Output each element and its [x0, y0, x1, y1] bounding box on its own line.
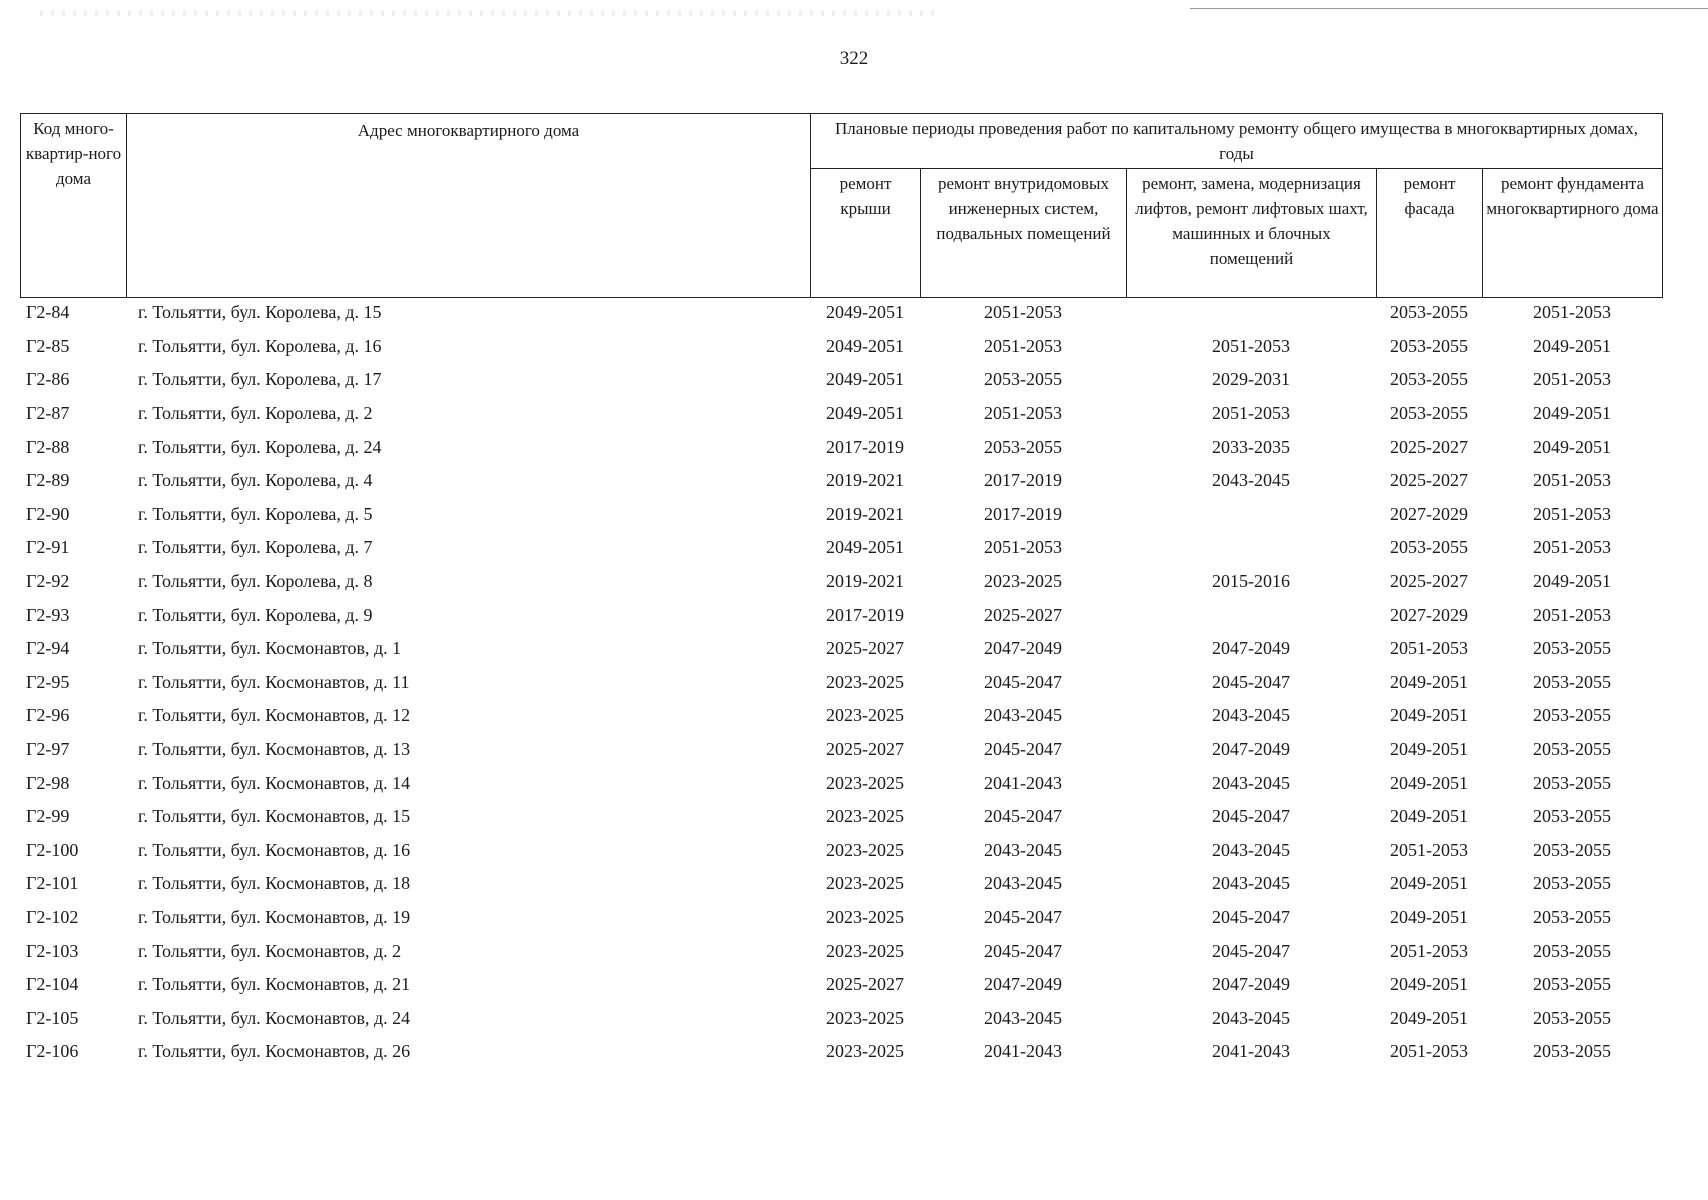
- table-row: [20, 666, 1662, 700]
- cell-code: Г2-103: [26, 940, 79, 961]
- cell-foundation: 2053-2055: [1533, 1041, 1611, 1062]
- cell-engineering: 2017-2019: [984, 470, 1062, 491]
- cell-facade: 2049-2051: [1390, 806, 1468, 827]
- scan-edge-line: [1190, 8, 1708, 9]
- table-row: [20, 867, 1662, 901]
- cell-code: Г2-84: [26, 302, 70, 323]
- cell-address: г. Тольятти, бул. Космонавтов, д. 16: [138, 839, 411, 860]
- cell-elevators: [1126, 498, 1376, 532]
- cell-roof: 2025-2027: [826, 638, 904, 659]
- header-engineering: ремонт внутридомовых инженерных систем, подвальных помещений: [921, 169, 1127, 298]
- cell-engineering: 2053-2055: [984, 369, 1062, 390]
- table-row: [20, 968, 1662, 1002]
- cell-code: Г2-86: [26, 369, 70, 390]
- cell-address: г. Тольятти, бул. Космонавтов, д. 13: [138, 739, 411, 760]
- cell-facade: 2051-2053: [1390, 839, 1468, 860]
- cell-address: г. Тольятти, бул. Королева, д. 7: [138, 537, 373, 558]
- cell-engineering: 2043-2045: [984, 705, 1062, 726]
- table-row: [20, 531, 1662, 565]
- cell-code: Г2-105: [26, 1007, 79, 1028]
- cell-engineering: 2047-2049: [984, 974, 1062, 995]
- cell-facade: 2049-2051: [1390, 705, 1468, 726]
- cell-elevators: 2033-2035: [1212, 436, 1290, 457]
- cell-foundation: 2051-2053: [1533, 503, 1611, 524]
- cell-address: г. Тольятти, бул. Королева, д. 17: [138, 369, 382, 390]
- cell-roof: 2017-2019: [826, 604, 904, 625]
- cell-address: г. Тольятти, бул. Космонавтов, д. 2: [138, 940, 402, 961]
- table-row: [20, 296, 1662, 330]
- cell-foundation: 2053-2055: [1533, 1007, 1611, 1028]
- table-row: [20, 901, 1662, 935]
- cell-facade: 2025-2027: [1390, 571, 1468, 592]
- cell-facade: 2049-2051: [1390, 671, 1468, 692]
- cell-engineering: 2041-2043: [984, 1041, 1062, 1062]
- cell-facade: 2049-2051: [1390, 906, 1468, 927]
- cell-facade: 2049-2051: [1390, 772, 1468, 793]
- header-elevators: ремонт, замена, модернизация лифтов, ремонт лифтовых шахт, машинных и блочных помещений: [1127, 169, 1377, 298]
- header-facade: ремонт фасада: [1377, 169, 1483, 298]
- cell-facade: 2049-2051: [1390, 739, 1468, 760]
- cell-elevators: 2015-2016: [1212, 571, 1290, 592]
- cell-elevators: 2029-2031: [1212, 369, 1290, 390]
- cell-engineering: 2023-2025: [984, 571, 1062, 592]
- cell-engineering: 2025-2027: [984, 604, 1062, 625]
- table-row: [20, 1035, 1662, 1069]
- cell-foundation: 2051-2053: [1533, 604, 1611, 625]
- cell-foundation: 2049-2051: [1533, 436, 1611, 457]
- cell-facade: 2053-2055: [1390, 335, 1468, 356]
- cell-foundation: 2053-2055: [1533, 906, 1611, 927]
- cell-roof: 2025-2027: [826, 739, 904, 760]
- cell-engineering: 2051-2053: [984, 335, 1062, 356]
- cell-address: г. Тольятти, бул. Космонавтов, д. 14: [138, 772, 411, 793]
- table-row: [20, 766, 1662, 800]
- cell-code: Г2-85: [26, 335, 70, 356]
- table-row: [20, 397, 1662, 431]
- scan-noise: [40, 10, 940, 16]
- header-periods-group: Плановые периоды проведения работ по капитальному ремонту общего имущества в многоквартирных домах, годы: [811, 114, 1663, 169]
- cell-foundation: 2053-2055: [1533, 806, 1611, 827]
- header-roof: ремонт крыши: [811, 169, 921, 298]
- cell-foundation: 2051-2053: [1533, 302, 1611, 323]
- cell-code: Г2-96: [26, 705, 70, 726]
- cell-code: Г2-100: [26, 839, 79, 860]
- cell-facade: 2051-2053: [1390, 638, 1468, 659]
- cell-code: Г2-102: [26, 906, 79, 927]
- cell-engineering: 2045-2047: [984, 671, 1062, 692]
- cell-roof: 2049-2051: [826, 335, 904, 356]
- cell-code: Г2-87: [26, 403, 70, 424]
- cell-address: г. Тольятти, бул. Космонавтов, д. 15: [138, 806, 411, 827]
- cell-roof: 2017-2019: [826, 436, 904, 457]
- cell-engineering: 2053-2055: [984, 436, 1062, 457]
- cell-facade: 2049-2051: [1390, 974, 1468, 995]
- cell-roof: 2023-2025: [826, 839, 904, 860]
- cell-elevators: 2043-2045: [1212, 873, 1290, 894]
- cell-elevators: 2047-2049: [1212, 974, 1290, 995]
- cell-facade: 2025-2027: [1390, 470, 1468, 491]
- cell-elevators: 2047-2049: [1212, 638, 1290, 659]
- cell-facade: 2053-2055: [1390, 302, 1468, 323]
- cell-code: Г2-89: [26, 470, 70, 491]
- cell-engineering: 2051-2053: [984, 403, 1062, 424]
- cell-elevators: [1126, 531, 1376, 565]
- table-row: [20, 464, 1662, 498]
- cell-engineering: 2045-2047: [984, 739, 1062, 760]
- cell-roof: 2023-2025: [826, 671, 904, 692]
- table-row: [20, 430, 1662, 464]
- table-row: [20, 498, 1662, 532]
- cell-foundation: 2051-2053: [1533, 470, 1611, 491]
- cell-code: Г2-104: [26, 974, 79, 995]
- cell-facade: 2053-2055: [1390, 403, 1468, 424]
- cell-engineering: 2017-2019: [984, 503, 1062, 524]
- cell-roof: 2049-2051: [826, 403, 904, 424]
- cell-elevators: 2045-2047: [1212, 906, 1290, 927]
- cell-foundation: 2053-2055: [1533, 873, 1611, 894]
- table-header: [20, 113, 1663, 298]
- cell-code: Г2-106: [26, 1041, 79, 1062]
- cell-elevators: 2045-2047: [1212, 940, 1290, 961]
- cell-engineering: 2043-2045: [984, 873, 1062, 894]
- cell-address: г. Тольятти, бул. Космонавтов, д. 1: [138, 638, 402, 659]
- table-row: [20, 800, 1662, 834]
- cell-roof: 2023-2025: [826, 873, 904, 894]
- cell-engineering: 2051-2053: [984, 537, 1062, 558]
- cell-elevators: 2043-2045: [1212, 839, 1290, 860]
- cell-roof: 2025-2027: [826, 974, 904, 995]
- table-row: [20, 699, 1662, 733]
- cell-roof: 2019-2021: [826, 503, 904, 524]
- cell-engineering: 2045-2047: [984, 806, 1062, 827]
- cell-roof: 2023-2025: [826, 806, 904, 827]
- cell-elevators: 2045-2047: [1212, 671, 1290, 692]
- cell-facade: 2053-2055: [1390, 369, 1468, 390]
- cell-foundation: 2053-2055: [1533, 772, 1611, 793]
- cell-address: г. Тольятти, бул. Королева, д. 24: [138, 436, 382, 457]
- cell-foundation: 2053-2055: [1533, 940, 1611, 961]
- cell-elevators: 2043-2045: [1212, 772, 1290, 793]
- cell-code: Г2-93: [26, 604, 70, 625]
- cell-facade: 2025-2027: [1390, 436, 1468, 457]
- cell-elevators: 2045-2047: [1212, 806, 1290, 827]
- cell-address: г. Тольятти, бул. Королева, д. 15: [138, 302, 382, 323]
- cell-engineering: 2041-2043: [984, 772, 1062, 793]
- cell-roof: 2023-2025: [826, 1041, 904, 1062]
- cell-address: г. Тольятти, бул. Космонавтов, д. 12: [138, 705, 411, 726]
- table-row: [20, 632, 1662, 666]
- cell-address: г. Тольятти, бул. Космонавтов, д. 11: [138, 671, 410, 692]
- cell-address: г. Тольятти, бул. Королева, д. 2: [138, 403, 373, 424]
- cell-foundation: 2053-2055: [1533, 638, 1611, 659]
- cell-engineering: 2051-2053: [984, 302, 1062, 323]
- cell-address: г. Тольятти, бул. Космонавтов, д. 24: [138, 1007, 411, 1028]
- cell-address: г. Тольятти, бул. Королева, д. 4: [138, 470, 373, 491]
- cell-facade: 2049-2051: [1390, 1007, 1468, 1028]
- cell-elevators: 2041-2043: [1212, 1041, 1290, 1062]
- cell-address: г. Тольятти, бул. Космонавтов, д. 26: [138, 1041, 411, 1062]
- cell-elevators: 2043-2045: [1212, 705, 1290, 726]
- table-row: [20, 1001, 1662, 1035]
- cell-address: г. Тольятти, бул. Королева, д. 16: [138, 335, 382, 356]
- cell-foundation: 2053-2055: [1533, 671, 1611, 692]
- table-row: [20, 363, 1662, 397]
- cell-facade: 2053-2055: [1390, 537, 1468, 558]
- cell-elevators: 2051-2053: [1212, 403, 1290, 424]
- cell-roof: 2019-2021: [826, 470, 904, 491]
- cell-address: г. Тольятти, бул. Космонавтов, д. 21: [138, 974, 411, 995]
- cell-foundation: 2049-2051: [1533, 403, 1611, 424]
- table-row: [20, 598, 1662, 632]
- cell-address: г. Тольятти, бул. Королева, д. 9: [138, 604, 373, 625]
- table-row: [20, 330, 1662, 364]
- cell-facade: 2027-2029: [1390, 503, 1468, 524]
- table-row: [20, 934, 1662, 968]
- table-row: [20, 834, 1662, 868]
- cell-roof: 2023-2025: [826, 1007, 904, 1028]
- header-code: Код много-квартир-ного дома: [21, 114, 127, 298]
- cell-roof: 2023-2025: [826, 705, 904, 726]
- cell-elevators: 2047-2049: [1212, 739, 1290, 760]
- cell-engineering: 2043-2045: [984, 1007, 1062, 1028]
- cell-elevators: [1126, 296, 1376, 330]
- cell-address: г. Тольятти, бул. Королева, д. 5: [138, 503, 373, 524]
- cell-engineering: 2047-2049: [984, 638, 1062, 659]
- page-number: 322: [839, 48, 869, 69]
- cell-foundation: 2051-2053: [1533, 537, 1611, 558]
- cell-code: Г2-99: [26, 806, 70, 827]
- cell-code: Г2-91: [26, 537, 70, 558]
- table-body: [20, 296, 1662, 1069]
- cell-foundation: 2049-2051: [1533, 571, 1611, 592]
- cell-elevators: 2043-2045: [1212, 470, 1290, 491]
- cell-roof: 2023-2025: [826, 772, 904, 793]
- cell-roof: 2049-2051: [826, 537, 904, 558]
- cell-roof: 2049-2051: [826, 369, 904, 390]
- cell-foundation: 2049-2051: [1533, 335, 1611, 356]
- cell-facade: 2051-2053: [1390, 1041, 1468, 1062]
- table-row: [20, 733, 1662, 767]
- cell-facade: 2049-2051: [1390, 873, 1468, 894]
- cell-foundation: 2053-2055: [1533, 705, 1611, 726]
- cell-facade: 2051-2053: [1390, 940, 1468, 961]
- cell-address: г. Тольятти, бул. Космонавтов, д. 19: [138, 906, 411, 927]
- cell-foundation: 2051-2053: [1533, 369, 1611, 390]
- cell-code: Г2-98: [26, 772, 70, 793]
- cell-code: Г2-88: [26, 436, 70, 457]
- cell-code: Г2-95: [26, 671, 70, 692]
- cell-code: Г2-92: [26, 571, 70, 592]
- cell-elevators: [1126, 598, 1376, 632]
- cell-engineering: 2043-2045: [984, 839, 1062, 860]
- cell-address: г. Тольятти, бул. Космонавтов, д. 18: [138, 873, 411, 894]
- cell-engineering: 2045-2047: [984, 906, 1062, 927]
- cell-code: Г2-97: [26, 739, 70, 760]
- header-foundation: ремонт фундамента многоквартирного дома: [1483, 169, 1663, 298]
- cell-code: Г2-94: [26, 638, 70, 659]
- header-address: Адрес многоквартирного дома: [127, 114, 811, 298]
- cell-address: г. Тольятти, бул. Королева, д. 8: [138, 571, 373, 592]
- cell-facade: 2027-2029: [1390, 604, 1468, 625]
- cell-engineering: 2045-2047: [984, 940, 1062, 961]
- cell-elevators: 2051-2053: [1212, 335, 1290, 356]
- cell-foundation: 2053-2055: [1533, 839, 1611, 860]
- cell-roof: 2023-2025: [826, 940, 904, 961]
- table-row: [20, 565, 1662, 599]
- cell-code: Г2-101: [26, 873, 79, 894]
- cell-foundation: 2053-2055: [1533, 974, 1611, 995]
- cell-roof: 2049-2051: [826, 302, 904, 323]
- cell-roof: 2023-2025: [826, 906, 904, 927]
- cell-roof: 2019-2021: [826, 571, 904, 592]
- cell-code: Г2-90: [26, 503, 70, 524]
- cell-foundation: 2053-2055: [1533, 739, 1611, 760]
- cell-elevators: 2043-2045: [1212, 1007, 1290, 1028]
